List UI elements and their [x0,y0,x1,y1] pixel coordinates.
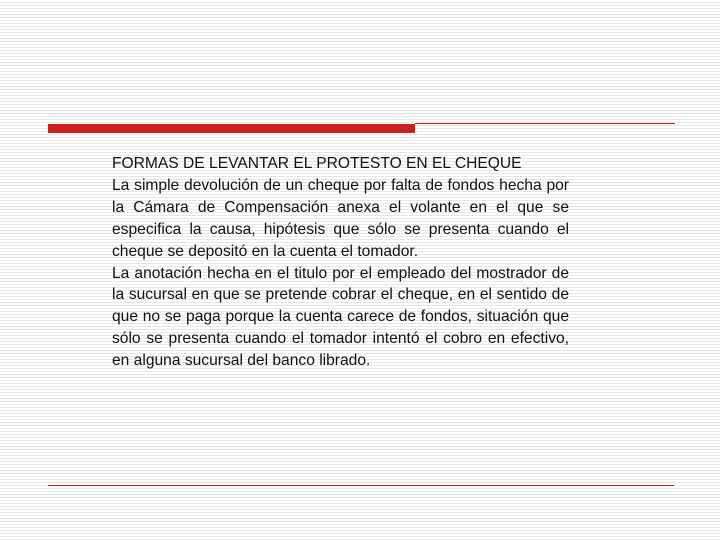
slide-heading: FORMAS DE LEVANTAR EL PROTESTO EN EL CHEQUE [112,155,522,172]
top-accent-bar [48,124,415,133]
bottom-divider-line [48,485,674,486]
paragraph-1: La simple devolución de un cheque por falta de fondos hecha por la Cámara de Compensación anexa el volante en el que se especifica la causa, hipótesis que sólo se presenta cuando el cheque se depositó en la cuenta el tomador. [112,176,569,260]
paragraph-2: La anotación hecha en el titulo por el empleado del mostrador de la sucursal en que se pretende cobrar el cheque, en el sentido de que no se paga porque la cuenta carece de fondos, situación que sólo se presenta cuando el tomador intentó el cobro en efectivo, en alguna sucursal del banco librado. [112,264,569,370]
top-accent-line [415,123,675,124]
slide-body [112,153,569,372]
